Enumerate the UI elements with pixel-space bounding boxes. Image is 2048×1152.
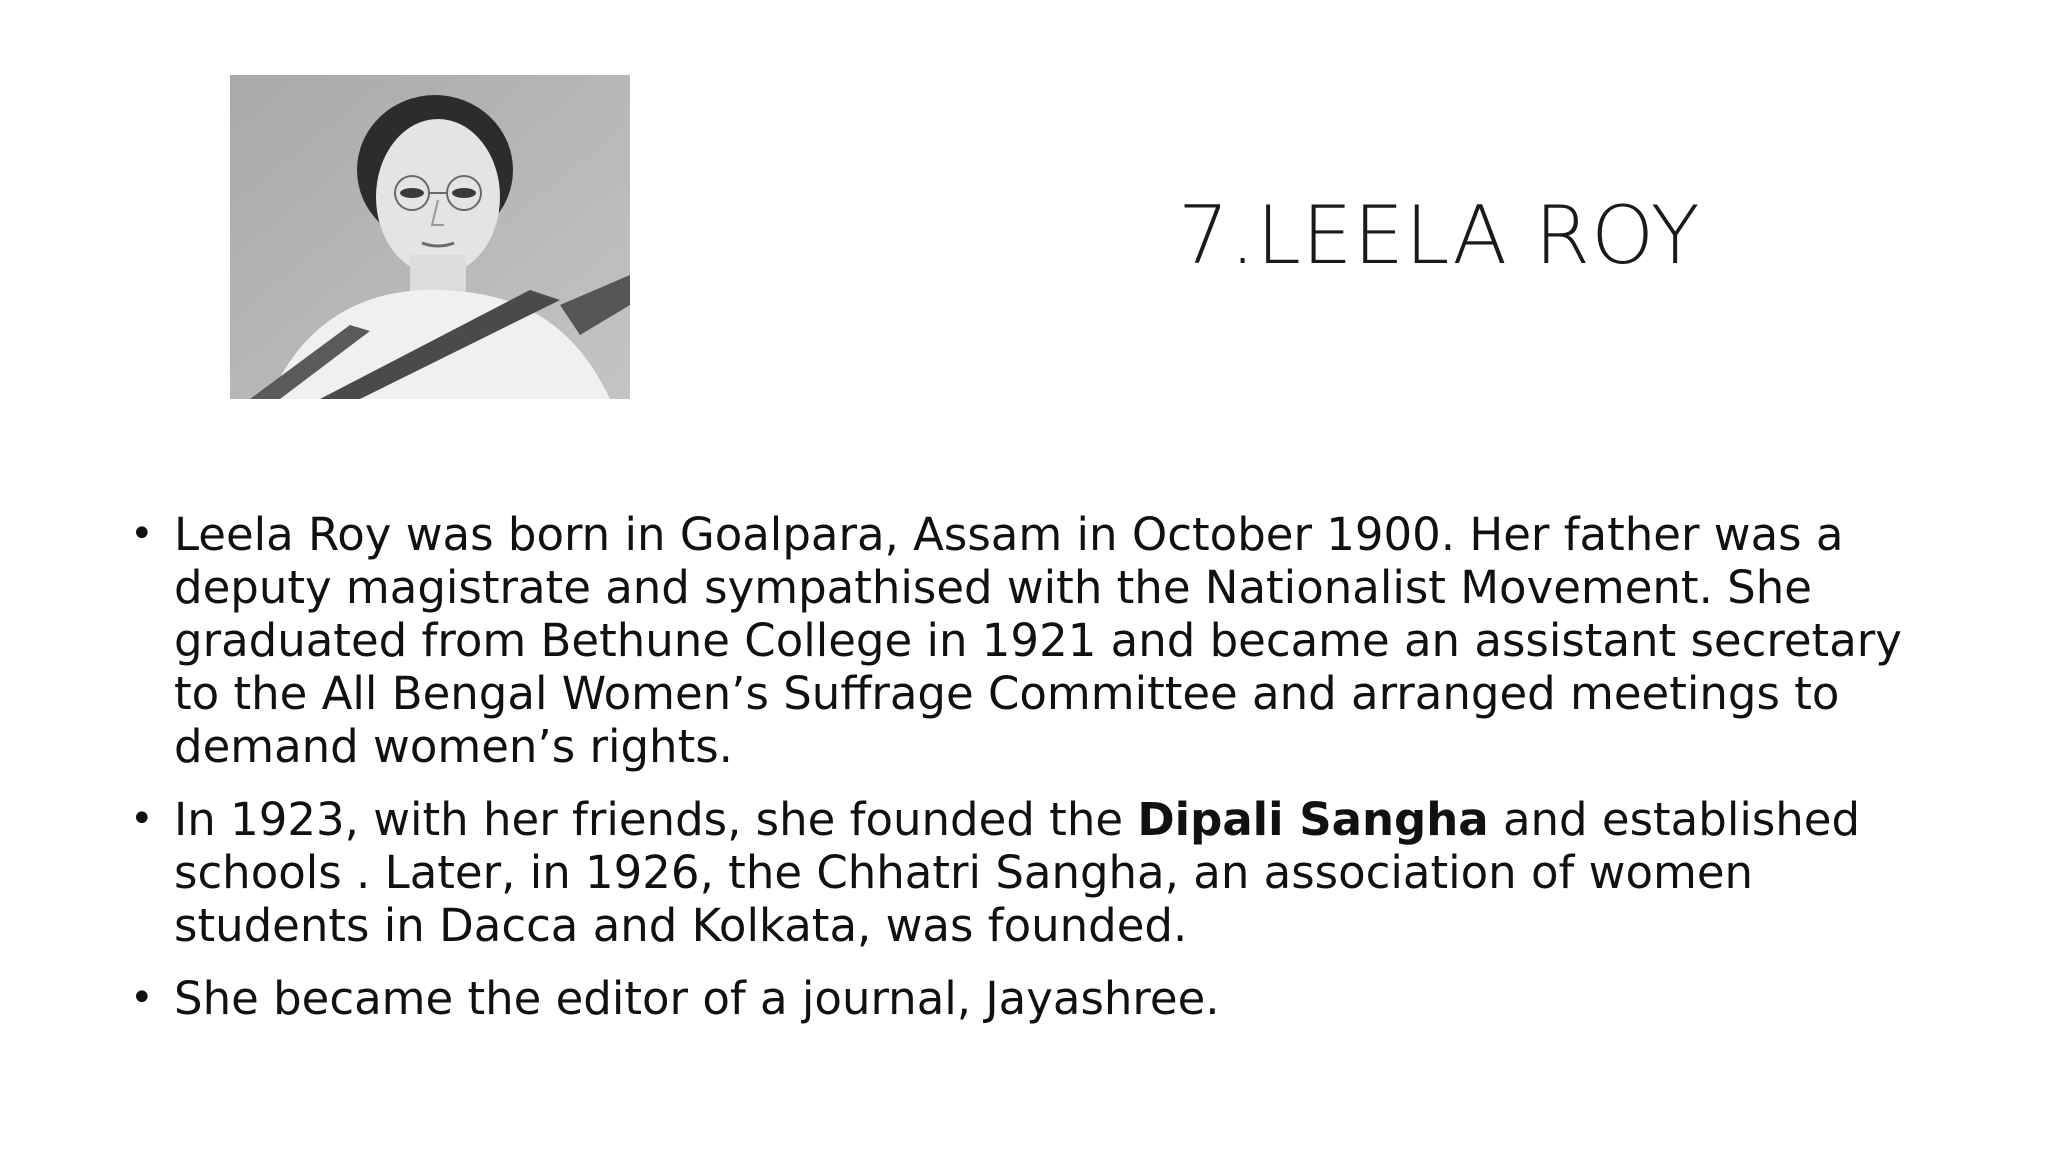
bullet-text-bold: Dipali Sangha	[1137, 793, 1489, 846]
bullet-icon: •	[130, 511, 154, 557]
bullet-list	[130, 508, 1930, 1045]
bullet-text: Leela Roy was born in Goalpara, Assam in October 1900. Her father was a deputy magistrate and sympathised with the Nationalist Movement. She graduated from Bethune College in 1921 and became an assistant secretary to the All Bengal Women’s Suffrage Committee and arranged meetings to demand women’s rights.	[174, 508, 1902, 773]
bullet-item	[130, 793, 1930, 952]
portrait-image	[230, 75, 630, 399]
bullet-text-before: In 1923, with her friends, she founded the	[174, 793, 1138, 846]
bullet-item	[130, 972, 1930, 1025]
slide-title: 7.LEELA ROY	[1178, 189, 1701, 282]
bullet-icon: •	[130, 975, 154, 1021]
bullet-icon: •	[130, 796, 154, 842]
bullet-text-after: and established schools . Later, in 1926, the Chhatri Sangha, an association of women students in Dacca and Kolkata, was founded.	[174, 793, 1861, 952]
portrait-photo-icon	[230, 75, 630, 399]
bullet-text: She became the editor of a journal, Jayashree.	[174, 972, 1220, 1025]
bullet-item	[130, 508, 1930, 773]
